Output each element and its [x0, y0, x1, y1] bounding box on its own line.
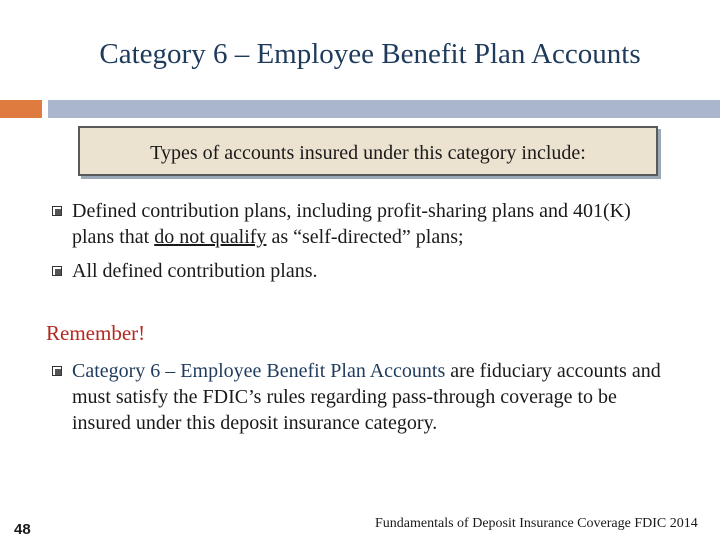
bullet-text-post: as “self-directed” plans;	[266, 226, 464, 248]
callout-box: Types of accounts insured under this category include:	[78, 126, 658, 176]
bullet-item	[52, 258, 672, 284]
remember-list	[52, 358, 672, 444]
slide-title: Category 6 – Employee Benefit Plan Accounts	[99, 38, 641, 70]
bullet-text-pre: Defined contribution plans, including profit-sharing plans and 401(K) plans that	[72, 200, 631, 248]
accent-bar-blue	[48, 100, 720, 118]
bullet-text-underlined: do not qualify	[154, 226, 267, 248]
checkbox-bullet-icon	[52, 366, 62, 376]
bullet-item	[52, 198, 672, 250]
checkbox-bullet-icon	[52, 206, 62, 216]
checkbox-bullet-icon	[52, 266, 62, 276]
accent-bar-orange	[0, 100, 42, 118]
page-number: 48	[14, 521, 31, 538]
bullet-list	[52, 198, 672, 292]
remember-text: are fiduciary accounts and must satisfy the FDIC’s rules regarding pass-through coverage to be insured under this deposit insurance category.	[72, 360, 661, 434]
remember-highlight: Category 6 – Employee Benefit Plan Accounts	[72, 360, 446, 382]
bullet-item	[52, 358, 672, 436]
footer-text: Fundamentals of Deposit Insurance Coverage FDIC 2014	[375, 516, 698, 531]
bullet-text: All defined contribution plans.	[72, 260, 318, 282]
remember-heading: Remember!	[46, 321, 146, 345]
